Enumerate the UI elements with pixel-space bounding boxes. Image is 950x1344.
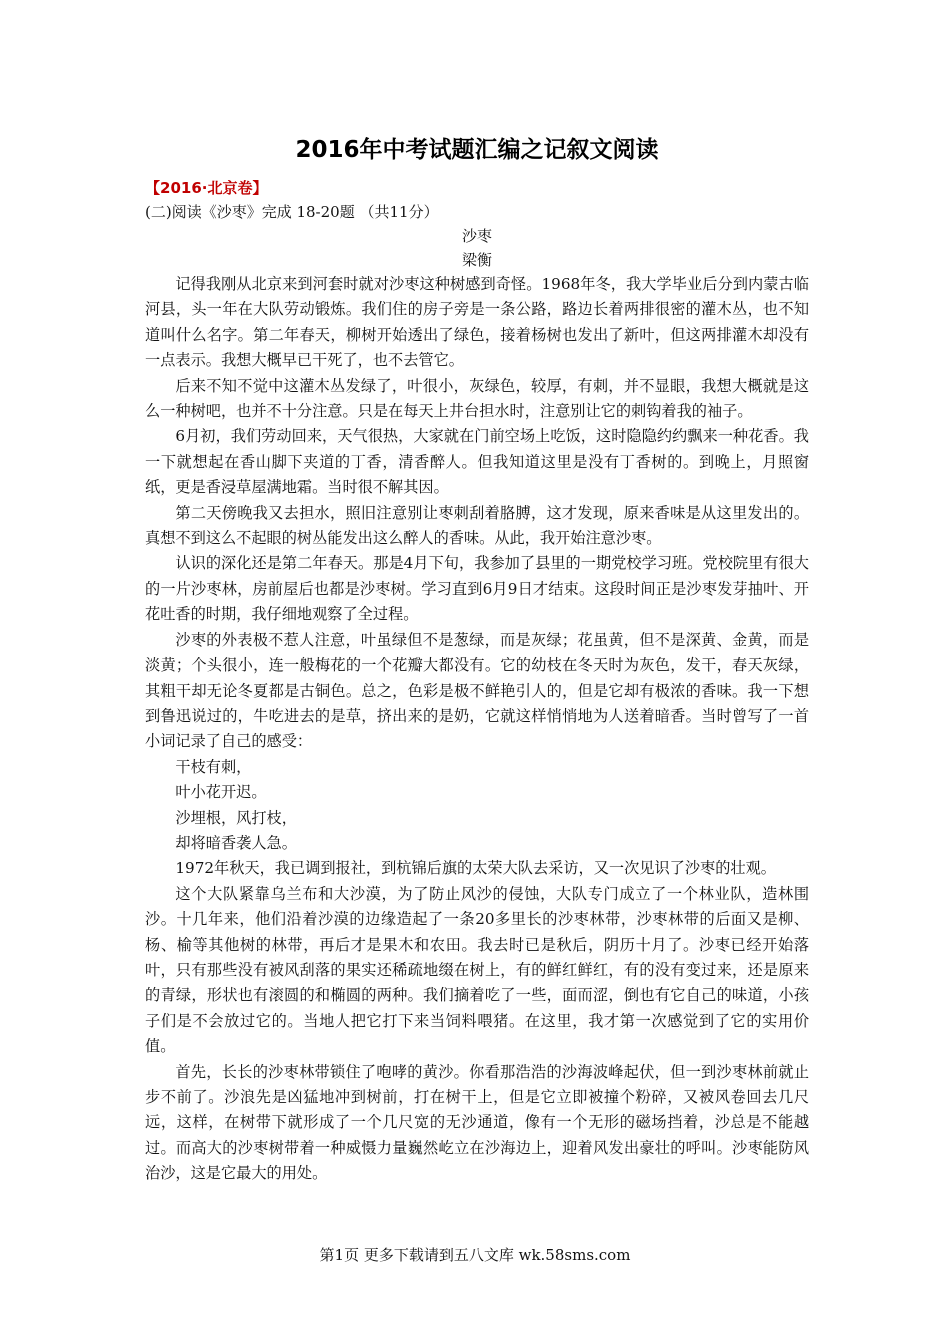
poem-line: 沙埋根，风打枝， [175, 808, 297, 827]
paragraph: 6月初，我们劳动回来，天气很热，大家就在门前空场上吃饭，这时隐隐约约飘来一种花香。我一下就想起在香山脚下夹道的丁香，清香醉人。但我知道这里是没有丁香树的。到晚上，月照窗纸，更是香浸草屋满地霜。当时很不解其因。 [145, 427, 809, 497]
page-footer: 第1页 更多下载请到五八文库 wk.58sms.com [319, 1246, 631, 1264]
paragraph: 这个大队紧靠乌兰布和大沙漠，为了防止风沙的侵蚀，大队专门成立了一个林业队，造林围沙。十几年来，他们沿着沙漠的边缘造起了一条20多里长的沙枣林带，沙枣林带的后面又是柳、杨、榆等其他树的林带，再后才是果木和农田。我去时已是秋后，阴历十月了。沙枣已经开始落叶，只有那些没有被风刮落的果实还稀疏地缀在树上，有的鲜红鲜红，有的没有变过来，还是原来的青绿，形状也有滚圆的和椭圆的两种。我们摘着吃了一些，面而涩，倒也有它自己的味道，小孩子们是不会放过它的。当地人把它打下来当饲料喂猪。在这里，我才第一次感觉到了它的实用价值。 [145, 884, 809, 1056]
question-instruction: (二)阅读《沙枣》完成 18-20题 （共11分） [145, 203, 439, 221]
paragraph: 记得我刚从北京来到河套时就对沙枣这种树感到奇怪。1968年冬，我大学毕业后分到内蒙古临河县，头一年在大队劳动锻炼。我们住的房子旁是一条公路，路边长着两排很密的灌木丛，也不知道叫什么名字。第二年春天，柳树开始透出了绿色，接着杨树也发出了新叶，但这两排灌木却没有一点表示。我想大概早已干死了，也不去管它。 [145, 275, 809, 370]
article-title: 沙枣 [461, 227, 492, 245]
paragraph: 首先，长长的沙枣林带锁住了咆哮的黄沙。你看那浩浩的沙海波峰起伏，但一到沙枣林前就止步不前了。沙浪先是凶猛地冲到树前，打在树干上，但是它立即被撞个粉碎，又被风卷回去几尺远，这样，在树带下就形成了一个几尺宽的无沙通道，像有一个无形的磁场挡着，沙总是不能越过。而高大的沙枣树带着一种威慑力量巍然屹立在沙海边上，迎着风发出豪壮的呼叫。沙枣能防风治沙，这是它最大的用处。 [145, 1062, 809, 1183]
page-title: 2016年中考试题汇编之记叙文阅读 [295, 137, 659, 163]
document-page [145, 126, 809, 1187]
source-label [145, 176, 809, 200]
paragraph: 后来不知不觉中这灌木丛发绿了，叶很小，灰绿色，较厚，有刺，并不显眼，我想大概就是这么一种树吧，也并不十分注意。只是在每天上井台担水时，注意别让它的刺钩着我的袖子。 [145, 376, 809, 421]
paragraph: 第二天傍晚我又去担水，照旧注意别让枣刺刮着胳膊，这才发现，原来香味是从这里发出的。真想不到这么不起眼的树丛能发出这么醉人的香味。从此，我开始注意沙枣。 [145, 503, 809, 548]
source-bracket-close: 】 [252, 179, 268, 197]
poem-line: 叶小花开迟。 [175, 783, 267, 802]
poem-line: 却将暗香袭人急。 [175, 833, 297, 852]
source-bracket-open: 【 [145, 179, 161, 197]
paragraph: 认识的深化还是第二年春天。那是4月下旬，我参加了县里的一期党校学习班。党校院里有很大的一片沙枣林，房前屋后也都是沙枣树。学习直到6月9日才结束。这段时间正是沙枣发芽抽叶、开花吐香的时期，我仔细地观察了全过程。 [145, 554, 809, 624]
paragraph: 1972年秋天，我已调到报社，到杭锦后旗的太荣大队去采访，又一次见识了沙枣的壮观。 [175, 859, 776, 878]
source-name: 2016·北京卷 [160, 179, 253, 197]
paragraph: 沙枣的外表极不惹人注意，叶虽绿但不是葱绿，而是灰绿；花虽黄，但不是深黄、金黄，而是淡黄；个头很小，连一般梅花的一个花瓣大都没有。它的幼枝在冬天时为灰色，发干，春天灰绿，其粗干却无论冬夏都是古铜色。总之，色彩是极不鲜艳引人的，但是它却有极浓的香味。我一下想到鲁迅说过的，牛吃进去的是草，挤出来的是奶，它就这样悄悄地为人送着暗香。当时曾写了一首小词记录了自己的感受： [145, 630, 809, 751]
poem-line: 干枝有刺， [175, 757, 252, 776]
article-author: 梁衡 [461, 251, 492, 269]
